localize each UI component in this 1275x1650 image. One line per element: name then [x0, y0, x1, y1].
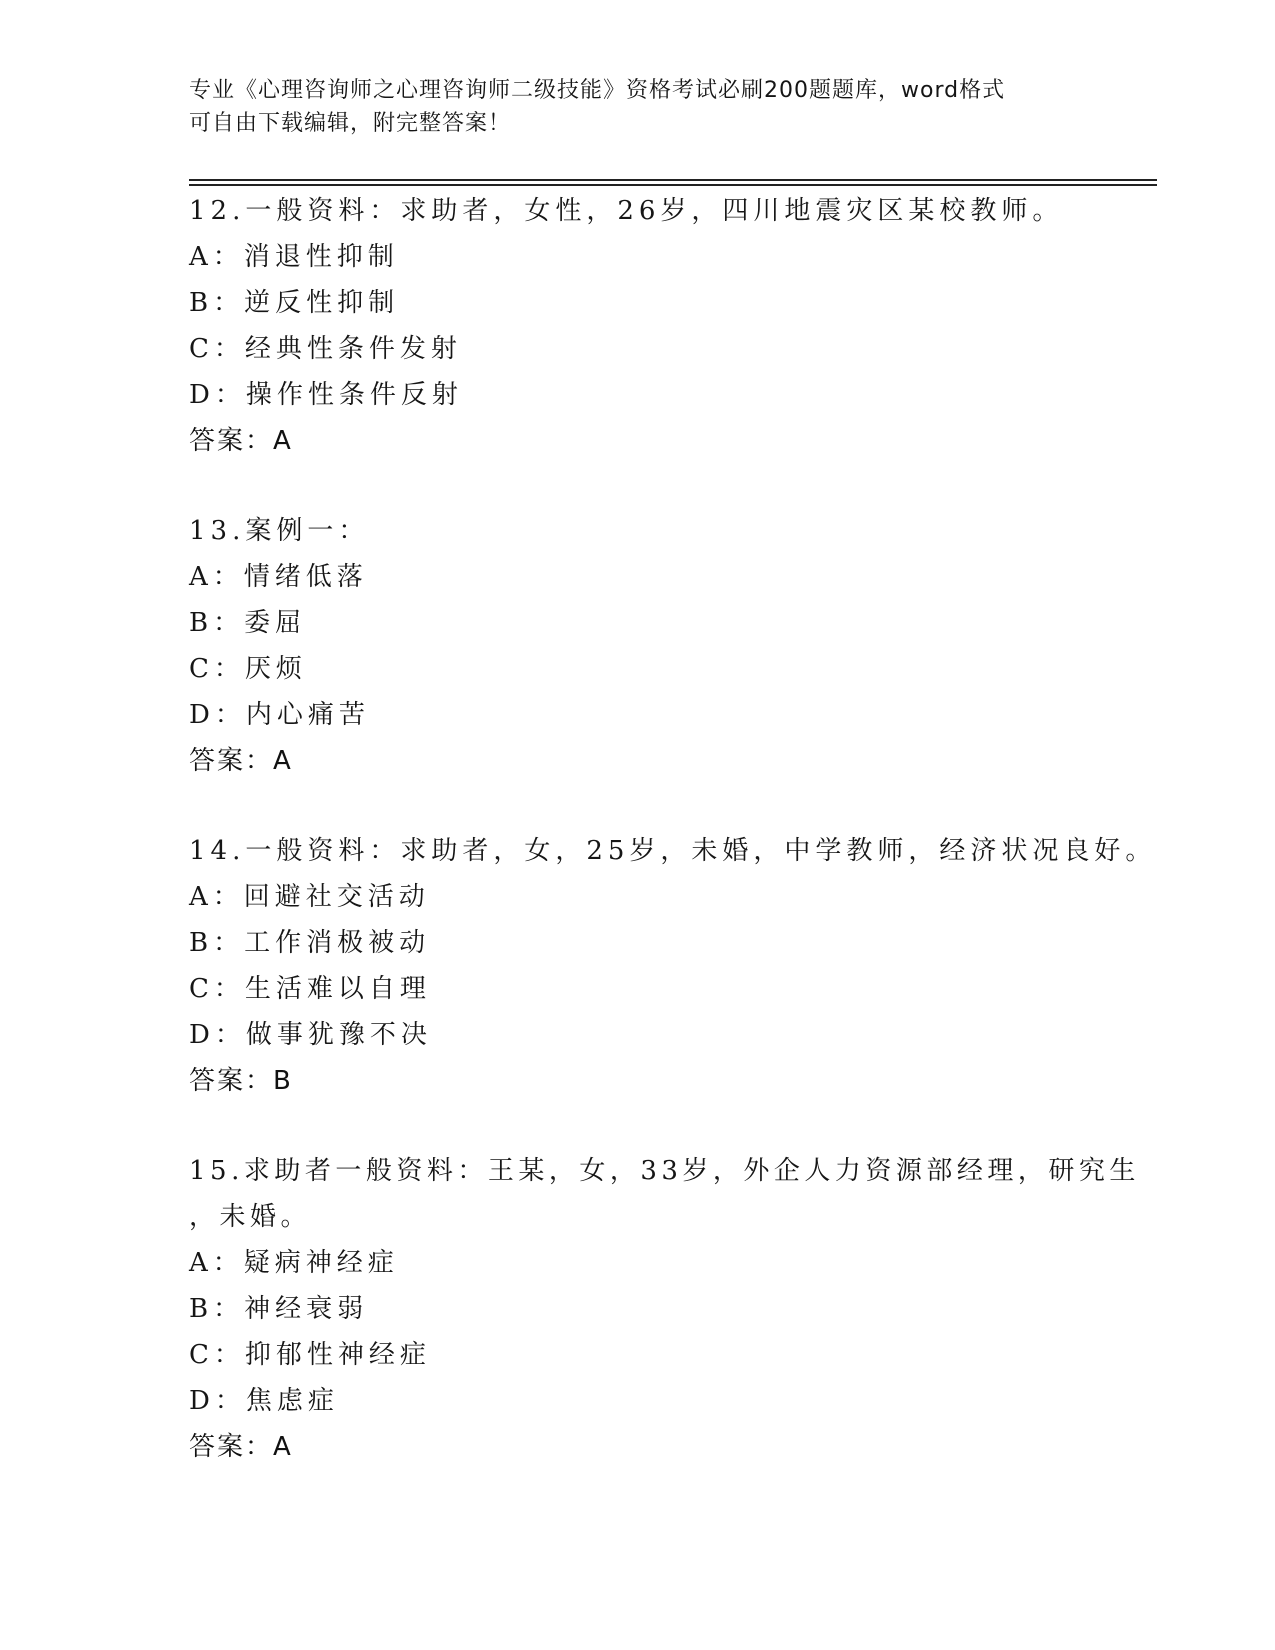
- question-14: [189, 828, 1157, 1104]
- question-13: [189, 508, 1129, 784]
- option-b: B：逆反性抑制: [189, 288, 400, 318]
- option-d: D：操作性条件反射: [189, 380, 463, 410]
- header-divider-top: [189, 179, 1157, 181]
- question-title-continued: ，未婚。: [189, 1202, 312, 1232]
- option-c: C：厌烦: [189, 654, 307, 684]
- question-12: [189, 188, 1129, 464]
- question-title: 12.一般资料：求助者，女性，26岁，四川地震灾区某校教师。: [189, 196, 1064, 226]
- answer-line: 答案：A: [189, 426, 293, 456]
- header-line-1: 专业《心理咨询师之心理咨询师二级技能》资格考试必刷200题题库，word格式: [189, 78, 1006, 103]
- option-d: D：焦虑症: [189, 1386, 339, 1416]
- option-a: A：疑病神经症: [189, 1248, 399, 1278]
- option-c: C：生活难以自理: [189, 974, 431, 1004]
- question-title: 14.一般资料：求助者，女，25岁，未婚，中学教师，经济状况良好。: [189, 836, 1157, 866]
- option-c: C：经典性条件发射: [189, 334, 462, 364]
- answer-line: 答案：A: [189, 1432, 293, 1462]
- question-list: [189, 188, 1157, 1514]
- option-d: D：做事犹豫不决: [189, 1020, 432, 1050]
- option-c: C：抑郁性神经症: [189, 1340, 431, 1370]
- answer-line: 答案：B: [189, 1066, 293, 1096]
- header-line-2: 可自由下载编辑，附完整答案！: [189, 111, 512, 136]
- option-b: B：工作消极被动: [189, 928, 431, 958]
- question-title: 15.求助者一般资料：王某，女，33岁，外企人力资源部经理，研究生: [189, 1156, 1140, 1186]
- answer-line: 答案：A: [189, 746, 293, 776]
- option-a: A：回避社交活动: [189, 882, 430, 912]
- question-15: [189, 1148, 1140, 1470]
- option-d: D：内心痛苦: [189, 700, 370, 730]
- header-divider-bottom: [189, 184, 1157, 186]
- question-title: 13.案例一：: [189, 516, 370, 546]
- option-b: B：神经衰弱: [189, 1294, 369, 1324]
- option-a: A：消退性抑制: [189, 242, 399, 272]
- document-header: [189, 74, 1089, 140]
- option-b: B：委屈: [189, 608, 307, 638]
- option-a: A：情绪低落: [189, 562, 368, 592]
